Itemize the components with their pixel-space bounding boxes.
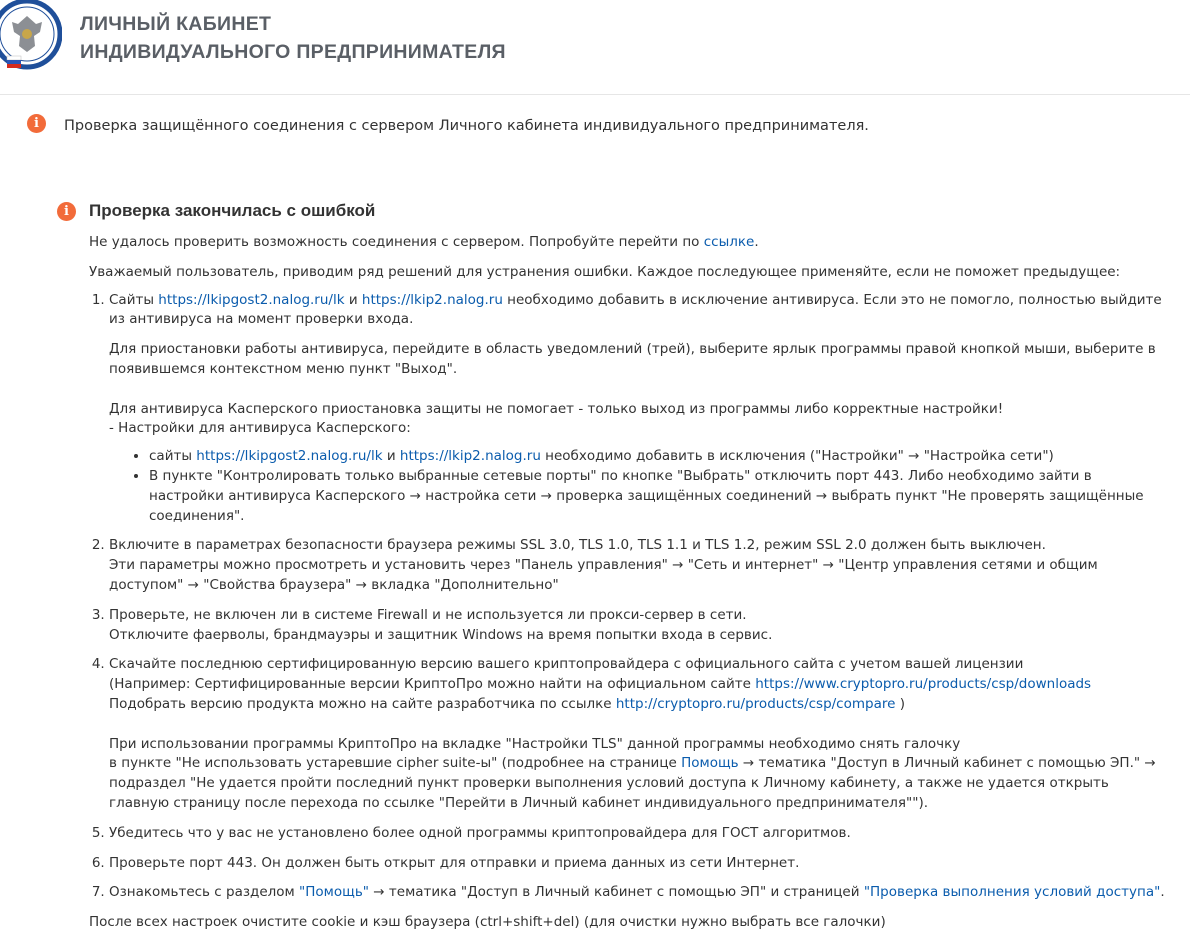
s1-text: Сайты <box>109 291 159 308</box>
connection-check-notice <box>27 114 869 138</box>
fns-emblem-icon[interactable] <box>0 0 62 76</box>
clear-cache-note: После всех настроек очистите cookie и кэш браузера (ctrl+shift+del) (для очистки нужно выбрать все галочки) <box>89 914 886 931</box>
result-content <box>89 233 1167 933</box>
access-check-link[interactable]: "Проверка выполнения условий доступа" <box>863 884 1161 901</box>
s2-line-2: Эти параметры можно просмотреть и установить через "Панель управления" → "Сеть и интернет" → "Центр управления сетями и общим доступом" → "Свойства браузера" → вкладка "Дополнительно" <box>109 557 1098 593</box>
lkipgost2-link[interactable]: https://lkipgost2.nalog.ru/lk <box>158 291 345 308</box>
solution-item-6: 6. Проверьте порт 443. Он должен быть открыт для отправки и приема данных из сети Интернет. <box>109 854 1167 874</box>
s7-middle: → тематика "Доступ в Личный кабинет с помощью ЭП" и страницей <box>369 884 864 901</box>
solution-item-4 <box>109 655 1167 813</box>
solutions-intro: Уважаемый пользователь, приводим ряд решений для устранения ошибки. Каждое последующее применяйте, если не поможет предыдущее: <box>89 263 1121 280</box>
message-text: Не удалось проверить возможность соединения с сервером. Попробуйте перейти по <box>89 234 704 250</box>
notice-text: Проверка защищённого соединения с сервером Личного кабинета индивидуального предпринимателя. <box>64 118 869 134</box>
s4-line-1: 4. Скачайте последнюю сертифицированную версию вашего криптопровайдера с официального сайта с учетом вашей лицензии <box>109 656 1024 673</box>
kaspersky-setting-ports: • В пункте "Контролировать только выбранные сетевые порты" по кнопке "Выбрать" отключить порт 443. Либо необходимо зайти в настройки антивируса Касперского → настройка сети → проверка защищённых соединений → выбрать пункт "Не проверять защищённые соединения". <box>149 467 1167 526</box>
solution-item-2 <box>109 536 1167 595</box>
message-end: . <box>754 234 759 250</box>
title-line-2: ИНДИВИДУАЛЬНОГО ПРЕДПРИНИМАТЕЛЯ <box>80 41 506 63</box>
result-message <box>89 233 1167 253</box>
s4-line-3 <box>109 695 1167 715</box>
s2-line-1: 2. Включите в параметрах безопасности браузера режимы SSL 3.0, TLS 1.0, TLS 1.1 и TLS 1.2, режим SSL 2.0 должен быть выключен. <box>109 537 1046 554</box>
error-info-icon: i <box>57 202 76 221</box>
s4-l3-end: ) <box>895 695 905 712</box>
lkip2-link[interactable]: https://lkip2.nalog.ru <box>361 291 503 308</box>
s3-line-1: 3. Проверьте, не включен ли в системе Firewall и не используется ли прокси-сервер в сети. <box>109 606 747 623</box>
help-section-link[interactable]: "Помощь" <box>299 884 369 901</box>
s4-line-4: При использовании программы КриптоПро на вкладке "Настройки TLS" данной программы необходимо снять галочку <box>109 735 961 752</box>
b1-rest: необходимо добавить в исключения ("Настройки" → "Настройка сети") <box>540 448 1054 465</box>
retry-link[interactable]: ссылке <box>703 234 755 250</box>
s4-l5-text: в пункте "Не использовать устаревшие cipher suite-ы" (подробнее на странице <box>109 755 682 772</box>
check-result <box>57 201 1167 933</box>
info-icon: i <box>27 114 46 133</box>
s7-text: Ознакомьтесь с разделом <box>109 884 300 901</box>
s4-l5-rest: → тематика "Доступ в Личный кабинет с помощью ЭП." → подраздел "Не удается пройти последний пункт проверки выполнения условий доступа к Личному кабинету, а также не удается открыть главную страницу после перехода по ссылке "Перейти в Личный кабинет индивидуального предпринимателя""). <box>109 755 1156 811</box>
kaspersky-settings-list <box>109 447 1167 526</box>
s1-and: и <box>344 291 362 308</box>
s3-line-2: Отключите фаерволы, брандмауэры и защитник Windows на время попытки входа в сервис. <box>109 626 773 643</box>
b1-and: и <box>382 448 400 465</box>
solution-item-1 <box>109 291 1167 527</box>
solutions-list <box>89 291 1167 904</box>
result-title: Проверка закончилась с ошибкой <box>89 201 376 220</box>
s4-line-5 <box>109 754 1167 813</box>
solution-item-5: 5. Убедитесь что у вас не установлено более одной программы криптопровайдера для ГОСТ алгоритмов. <box>109 824 1167 844</box>
solution-item-3 <box>109 606 1167 646</box>
result-header <box>57 201 1167 221</box>
b1-text: сайты <box>149 448 197 465</box>
help-link[interactable]: Помощь <box>681 755 739 772</box>
s4-l3-text: Подобрать версию продукта можно на сайте разработчика по ссылке <box>109 695 616 712</box>
page-header <box>0 0 1190 95</box>
s4-l2-text: (Например: Сертифицированные версии КриптоПро можно найти на официальном сайте <box>109 676 756 693</box>
antivirus-pause-instructions: Для приостановки работы антивируса, перейдите в область уведомлений (трей), выберите ярлык программы правой кнопкой мыши, выберите в появившемся контекстном меню пункт "Выход". <box>109 341 1156 377</box>
s4-line-2 <box>109 675 1167 695</box>
kaspersky-settings-heading: - Настройки для антивируса Касперского: <box>109 420 411 437</box>
kaspersky-lkip2-link[interactable]: https://lkip2.nalog.ru <box>399 448 541 465</box>
kaspersky-lkipgost2-link[interactable]: https://lkipgost2.nalog.ru/lk <box>196 448 383 465</box>
cryptopro-downloads-link[interactable]: https://www.cryptopro.ru/products/csp/downloads <box>755 676 1092 693</box>
title-line-1: ЛИЧНЫЙ КАБИНЕТ <box>80 13 272 35</box>
kaspersky-warning: Для антивируса Касперского приостановка защиты не помогает - только выход из программы либо корректные настройки! <box>109 400 1004 417</box>
s1-rest: необходимо добавить в исключение антивируса. Если это не помогло, полностью выйдите из антивируса на момент проверки входа. <box>109 291 1162 328</box>
cryptopro-compare-link[interactable]: http://cryptopro.ru/products/csp/compare <box>615 695 896 712</box>
page-title <box>80 10 506 66</box>
s7-end: . <box>1160 884 1165 901</box>
kaspersky-setting-sites <box>149 447 1167 467</box>
solution-item-7 <box>109 883 1167 903</box>
